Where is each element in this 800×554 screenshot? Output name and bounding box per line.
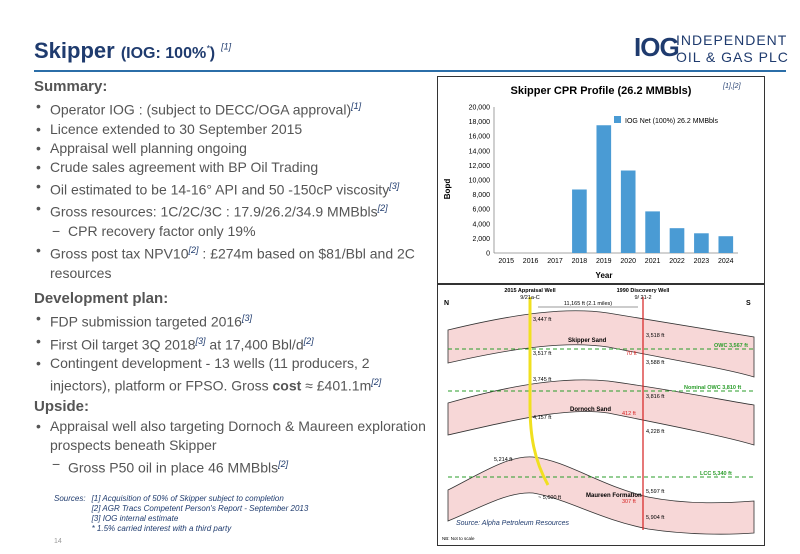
sources-footnote: Sources: [1] Acquisition of 50% of Skipper subject to completion [2] AGR Tracs Competent Person's Report - September 2013 [3] IOG internal estimate * 1.5% carried interest with a third party bbox=[54, 494, 309, 533]
chart-x-tick-label: 2019 bbox=[596, 258, 612, 265]
chart-bar bbox=[621, 171, 636, 253]
chart-x-tick-label: 2018 bbox=[571, 258, 588, 265]
development-item: • First Oil target 3Q 2018[3] at 17,400 Bbl/d[2] bbox=[34, 332, 426, 355]
distance-label: 11,165 ft (2.1 miles) bbox=[563, 301, 613, 307]
depth-label: 3,816 ft bbox=[646, 394, 665, 400]
appraisal-well-id: 9/21a-C bbox=[520, 295, 540, 301]
not-to-scale-note: NB: Not to scale bbox=[442, 536, 475, 541]
company-logo bbox=[630, 26, 790, 70]
summary-item: • Gross resources: 1C/2C/3C : 17.9/26.2/34.9 MMBbls[2] bbox=[34, 199, 426, 222]
nominal-owc-label: Nominal OWC 3,810 ft bbox=[684, 385, 742, 391]
chart-bar bbox=[694, 233, 709, 253]
discovery-well-id: 9/ 21-2 bbox=[634, 295, 652, 301]
lcc-label: LCC 5,340 ft bbox=[700, 471, 732, 477]
south-label: S bbox=[746, 300, 751, 307]
chart-x-tick-label: 2015 bbox=[498, 258, 514, 265]
chart-y-tick-label: 20,000 bbox=[468, 104, 490, 112]
chart-bar bbox=[670, 228, 685, 253]
chart-x-tick-label: 2017 bbox=[547, 258, 563, 265]
cross-section-svg bbox=[438, 285, 764, 545]
development-list bbox=[34, 309, 426, 396]
chart-y-label: Bopd bbox=[443, 178, 452, 200]
depth-label: 3,518 ft bbox=[646, 333, 665, 339]
summary-sub-item: − CPR recovery factor only 19% bbox=[34, 222, 426, 241]
chart-x-tick-label: 2022 bbox=[669, 258, 685, 265]
chart-y-tick-label: 12,000 bbox=[468, 162, 490, 170]
header-divider bbox=[34, 70, 786, 72]
owc-label: OWC 3,567 ft bbox=[714, 343, 748, 349]
summary-list bbox=[34, 97, 426, 283]
depth-label: 5,214 ft bbox=[494, 457, 513, 463]
appraisal-well-label: 2015 Appraisal Well bbox=[504, 288, 556, 294]
summary-item: • Appraisal well planning ongoing bbox=[34, 139, 426, 158]
legend-label: IOG Net (100%) 26.2 MMBbls bbox=[625, 118, 718, 125]
chart-svg bbox=[438, 77, 764, 283]
upside-heading: Upside: bbox=[34, 398, 90, 415]
summary-item: • Licence extended to 30 September 2015 bbox=[34, 120, 426, 139]
diagram-source: Source: Alpha Petroleum Resources bbox=[456, 520, 569, 527]
chart-title: Skipper CPR Profile (26.2 MMBbls) bbox=[510, 85, 692, 97]
cpr-profile-chart bbox=[437, 76, 765, 284]
dornoch-sand-label: Dornoch Sand bbox=[570, 407, 612, 413]
logo-mark: IOG bbox=[634, 32, 679, 62]
chart-y-tick-label: 0 bbox=[486, 250, 490, 258]
summary-item: • Gross post tax NPV10[2] : £274m based on $81/Bbl and 2C resources bbox=[34, 241, 426, 283]
chart-title-ref: [1],[2] bbox=[723, 83, 741, 90]
chart-y-tick-label: 2,000 bbox=[472, 235, 490, 243]
maureen-label: Maureen Formation bbox=[586, 493, 642, 499]
discovery-well-label: 1990 Discovery Well bbox=[616, 288, 670, 294]
chart-x-tick-label: 2020 bbox=[620, 258, 636, 265]
summary-item: • Oil estimated to be 14-16° API and 50 -150cP viscosity[3] bbox=[34, 177, 426, 200]
development-item: • FDP submission targeted 2016[3] bbox=[34, 309, 426, 332]
chart-x-label: Year bbox=[595, 271, 613, 280]
development-item: • Contingent development - 13 wells (11 producers, 2 injectors), platform or FPSO. Gross cost ≈ £401.1m[2] bbox=[34, 354, 426, 396]
development-heading: Development plan: bbox=[34, 290, 169, 307]
page-subtitle: (IOG: 100%*) bbox=[120, 43, 216, 62]
depth-label: 3,745 ft bbox=[533, 377, 552, 383]
chart-y-tick-label: 16,000 bbox=[468, 133, 490, 141]
legend-swatch bbox=[614, 116, 621, 123]
depth-label: 4,228 ft bbox=[646, 429, 665, 435]
summary-heading: Summary: bbox=[34, 78, 108, 95]
chart-y-tick-label: 8,000 bbox=[472, 192, 490, 200]
summary-item: • Crude sales agreement with BP Oil Trading bbox=[34, 158, 426, 177]
logo-line-1: INDEPENDENT bbox=[676, 32, 788, 48]
chart-x-tick-label: 2023 bbox=[693, 258, 710, 265]
chart-x-tick-label: 2021 bbox=[644, 258, 661, 265]
depth-label: 3,517 ft bbox=[533, 351, 552, 357]
north-label: N bbox=[444, 300, 450, 307]
chart-x-tick-label: 2024 bbox=[718, 258, 734, 265]
chart-y-tick-label: 18,000 bbox=[468, 119, 490, 127]
title-reference: [1] bbox=[221, 41, 232, 52]
depth-label: 3,588 ft bbox=[646, 360, 665, 366]
chart-x-tick-label: 2016 bbox=[522, 258, 539, 265]
chart-y-tick-label: 6,000 bbox=[472, 206, 490, 214]
chart-bar bbox=[718, 236, 733, 253]
thickness-label: 307 ft bbox=[622, 499, 636, 505]
chart-y-tick-label: 4,000 bbox=[472, 221, 490, 229]
depth-label: 4,157 ft bbox=[533, 415, 552, 421]
chart-y-tick-label: 14,000 bbox=[468, 148, 490, 156]
page-title: Skipper (IOG: 100%*) [1] bbox=[34, 38, 232, 63]
logo-line-2: OIL & GAS PLC bbox=[676, 49, 789, 65]
depth-label: ~ 5,600 ft bbox=[538, 495, 562, 501]
cross-section-diagram bbox=[437, 284, 765, 546]
depth-label: 5,597 ft bbox=[646, 489, 665, 495]
chart-bar bbox=[572, 189, 587, 253]
depth-label: 5,904 ft bbox=[646, 515, 665, 521]
thickness-label: 70 ft bbox=[626, 351, 637, 357]
upside-item: • Appraisal well also targeting Dornoch & Maureen exploration prospects beneath Skipper bbox=[34, 417, 426, 455]
upside-list bbox=[34, 417, 426, 478]
page-number: 14 bbox=[54, 538, 62, 545]
skipper-sand-label: Skipper Sand bbox=[568, 338, 607, 344]
upside-sub-item: − Gross P50 oil in place 46 MMBbls[2] bbox=[34, 455, 426, 478]
thickness-label: 412 ft bbox=[622, 411, 636, 417]
chart-bar bbox=[596, 125, 611, 253]
chart-bar bbox=[645, 211, 660, 253]
chart-y-tick-label: 10,000 bbox=[468, 177, 490, 185]
summary-item: • Operator IOG : (subject to DECC/OGA approval)[1] bbox=[34, 97, 426, 120]
depth-label: 3,447 ft bbox=[533, 317, 552, 323]
